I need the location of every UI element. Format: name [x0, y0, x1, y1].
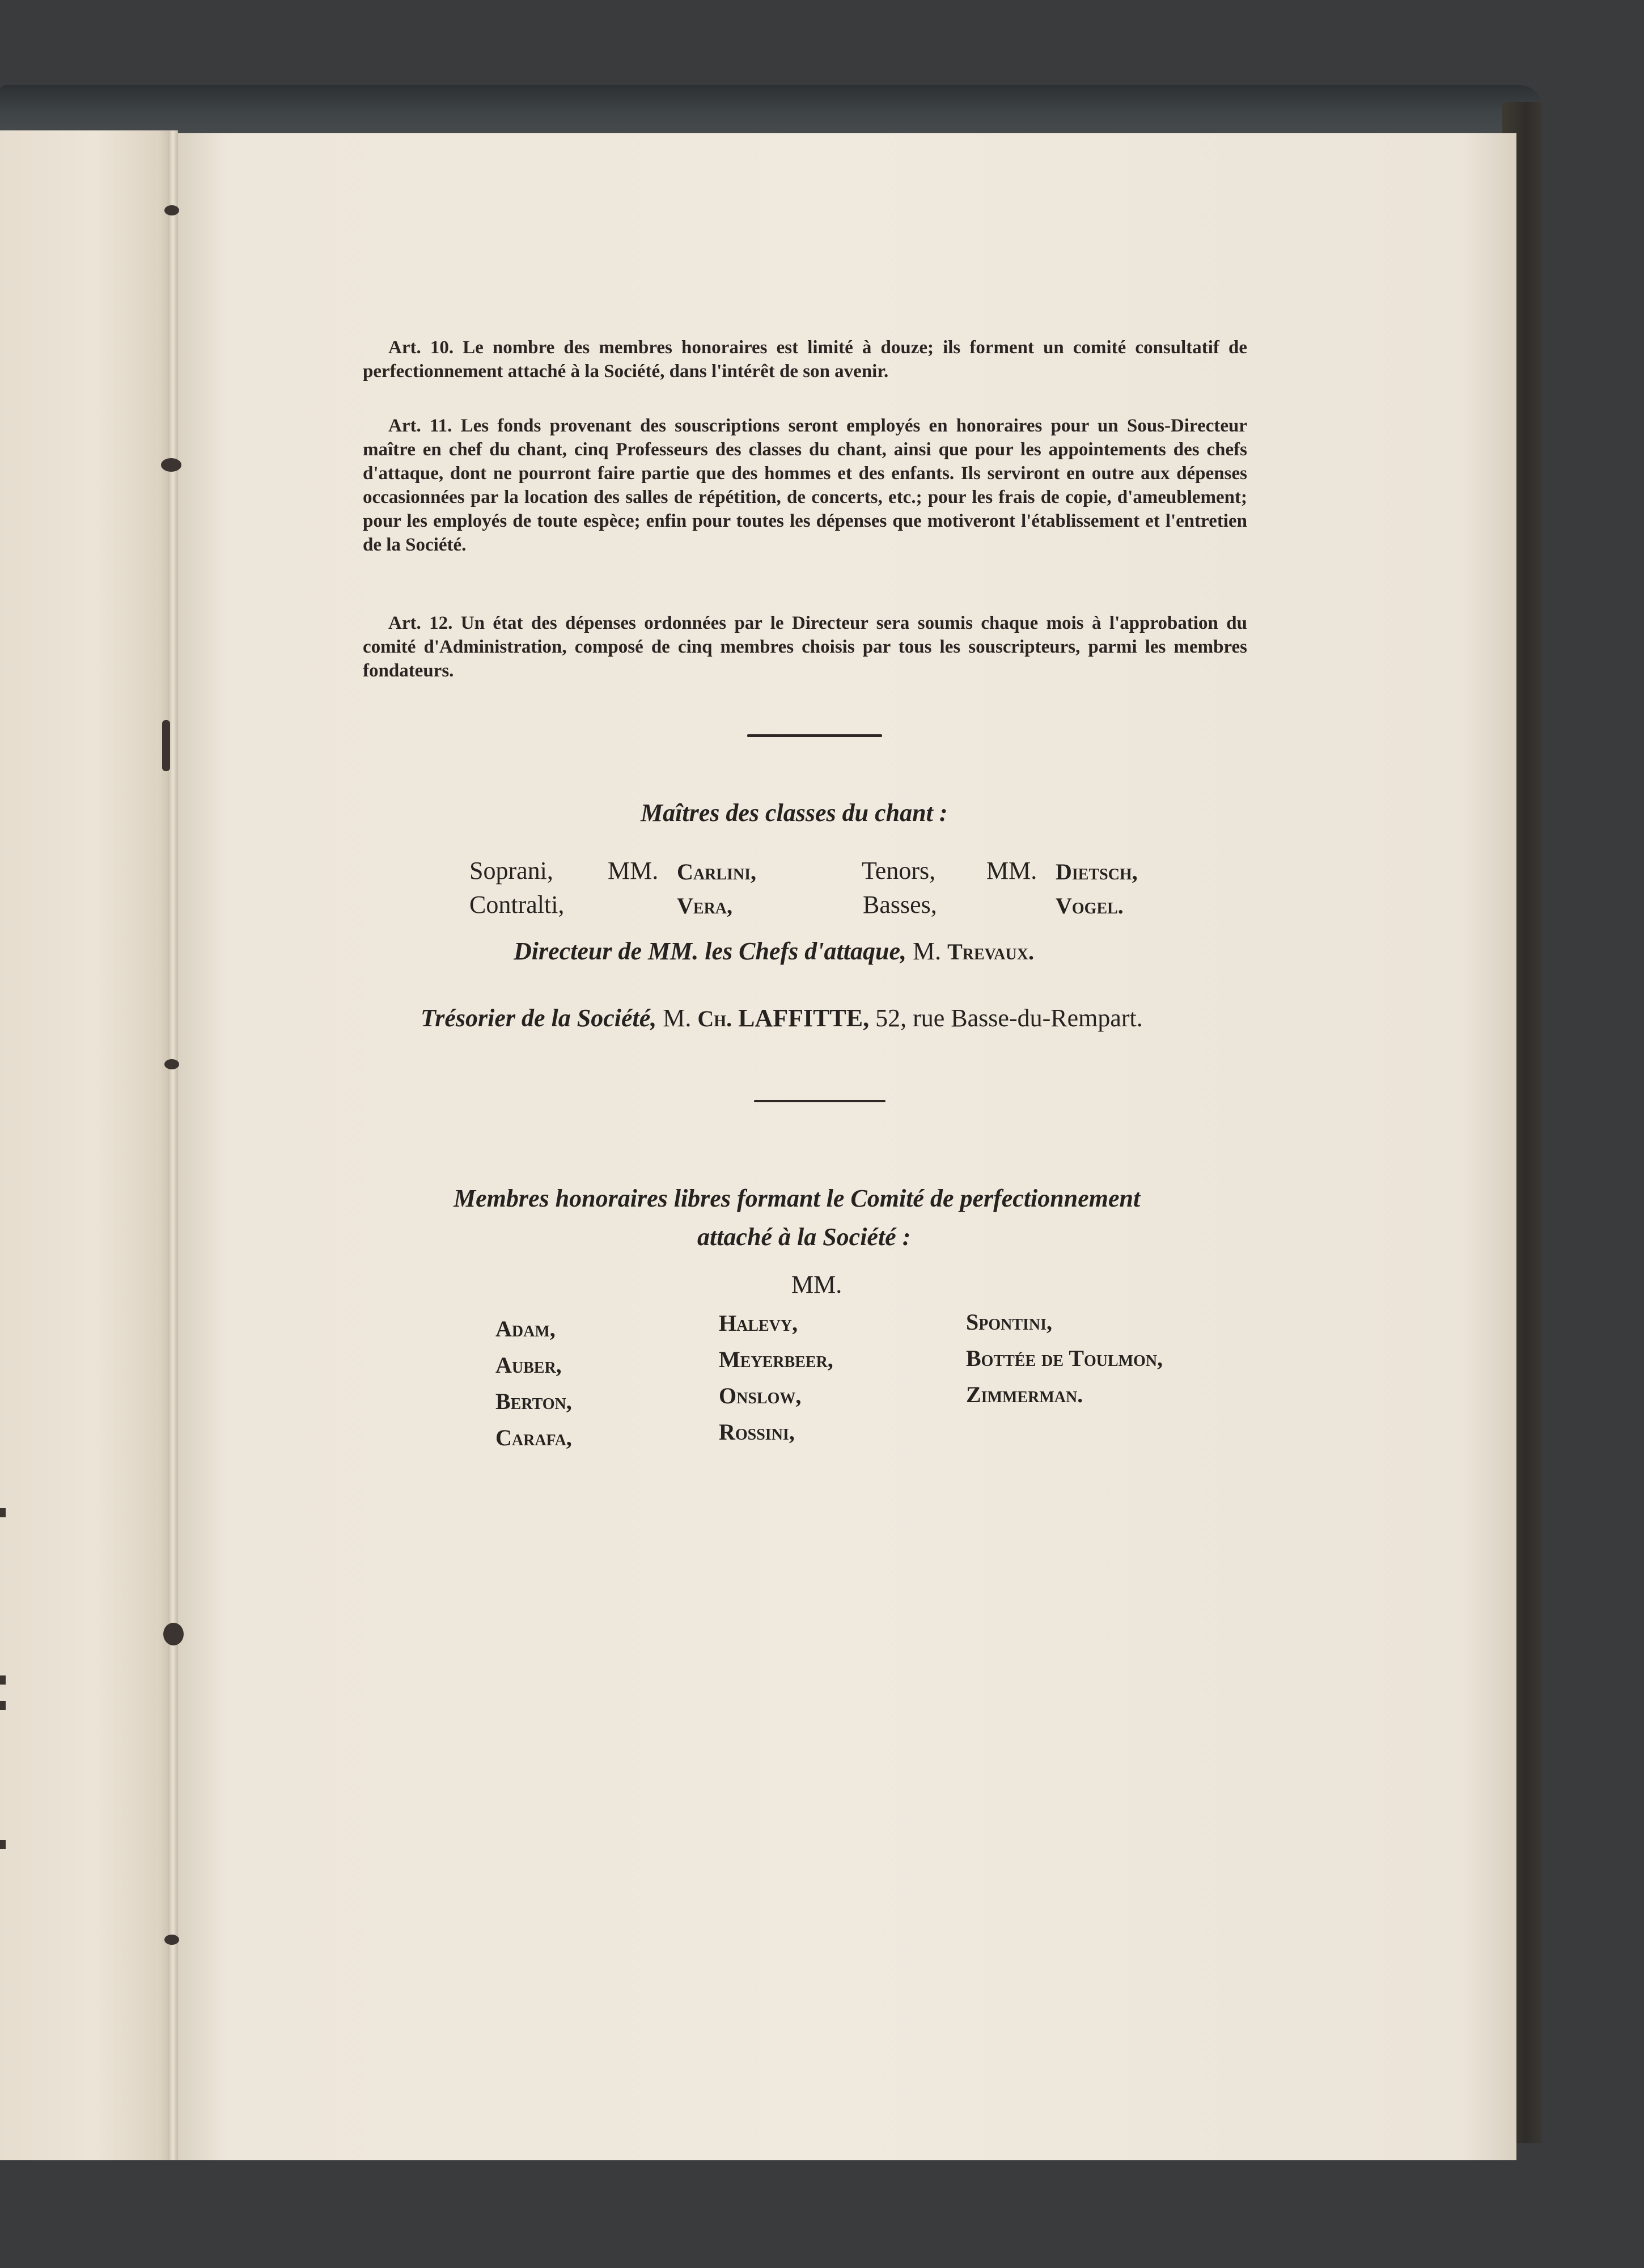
article-text: Les fonds provenant des souscriptions seront employés en honoraires pour un Sous-Directeur maître en chef du chant, cinq Professeurs des classes du chant, ainsi que pour les appointements des chefs d'attaque, dont ne pourront faire partie que des hommes et des enfants. Ils serviront en outre aux dépenses occasionnées par la location des salles de répétition, de concerts, etc.; pour les frais de copie, d'ameublement; pour les employés de toute espèce; enfin pour toutes les dépenses que motiveront l'établissement et l'entretien de la Société.	[363, 416, 1247, 555]
tenors-label: Tenors,	[862, 857, 936, 885]
honoraires-heading: Membres honoraires libres formant le Comité de perfectionnement	[454, 1184, 1141, 1212]
member-name: Zimmerman.	[966, 1382, 1083, 1407]
left-page-edge-mark	[0, 1701, 6, 1710]
binding-stitch	[164, 1935, 179, 1945]
mm-label: MM.	[608, 857, 659, 885]
article-number: Art. 10.	[388, 337, 454, 358]
member-name: Auber,	[495, 1352, 562, 1378]
member-name: Bottée de Toulmon,	[966, 1345, 1163, 1371]
masters-heading: Maîtres des classes du chant :	[641, 799, 948, 827]
basses-label: Basses,	[863, 891, 937, 919]
tresorier-name: LAFFITTE,	[738, 1004, 870, 1032]
section-divider	[747, 734, 882, 737]
article-12	[363, 611, 1247, 683]
member-name: Halevy,	[719, 1310, 798, 1336]
binding-stitch	[161, 458, 181, 472]
contralti-label: Contralti,	[469, 891, 565, 919]
binding-stitch	[162, 720, 170, 771]
article-number: Art. 11.	[388, 416, 452, 436]
section-divider	[754, 1100, 885, 1102]
book-gutter	[168, 130, 178, 2160]
member-name: Carafa,	[495, 1425, 572, 1450]
directeur-label: Directeur de MM. les Chefs d'attaque,	[514, 937, 906, 965]
directeur-name: Trevaux.	[947, 939, 1034, 964]
article-11	[363, 414, 1247, 557]
contralti-name: Vera,	[677, 893, 733, 919]
member-name: Adam,	[495, 1316, 556, 1342]
binding-stitch	[163, 1623, 184, 1645]
soprani-name: Carlini,	[677, 859, 757, 885]
left-page-edge-mark	[0, 1675, 6, 1685]
article-10	[363, 336, 1247, 383]
member-name: Spontini,	[966, 1309, 1053, 1335]
left-page-edge-mark	[0, 1508, 6, 1517]
article-number: Art. 12.	[388, 613, 453, 633]
article-text: Un état des dépenses ordonnées par le Directeur sera soumis chaque mois à l'approbation du comité d'Administration, composé de cinq membres choisis par tous les souscripteurs, parmi les membres fondateurs.	[363, 613, 1248, 681]
tresorier-m: M.	[663, 1004, 692, 1032]
binding-stitch	[164, 1059, 179, 1069]
tresorier-address: 52, rue Basse-du-Rempart.	[875, 1004, 1143, 1032]
directeur-m: M.	[912, 937, 942, 965]
member-name: Meyerbeer,	[719, 1347, 833, 1372]
tenors-name: Dietsch,	[1056, 859, 1138, 885]
honoraires-mm: MM.	[791, 1271, 842, 1298]
basses-name: Vogel.	[1056, 893, 1124, 919]
left-page-edge-mark	[0, 1840, 6, 1849]
soprani-label: Soprani,	[469, 857, 553, 885]
tresorier-label: Trésorier de la Société,	[421, 1004, 657, 1032]
member-name: Onslow,	[719, 1383, 802, 1408]
binding-stitch	[164, 205, 179, 215]
honoraires-subheading: attaché à la Société :	[697, 1223, 911, 1251]
member-name: Berton,	[495, 1389, 572, 1414]
directeur-line	[514, 937, 1034, 966]
tresorier-ch: Ch.	[697, 1006, 732, 1031]
member-name: Rossini,	[719, 1419, 795, 1445]
left-page	[0, 130, 173, 2160]
tresorier-line	[421, 1004, 1143, 1033]
article-text: Le nombre des membres honoraires est limité à douze; ils forment un comité consultatif de perfectionnement attaché à la Société, dans l'intérêt de son avenir.	[363, 337, 1248, 382]
mm-label: MM.	[986, 857, 1037, 885]
